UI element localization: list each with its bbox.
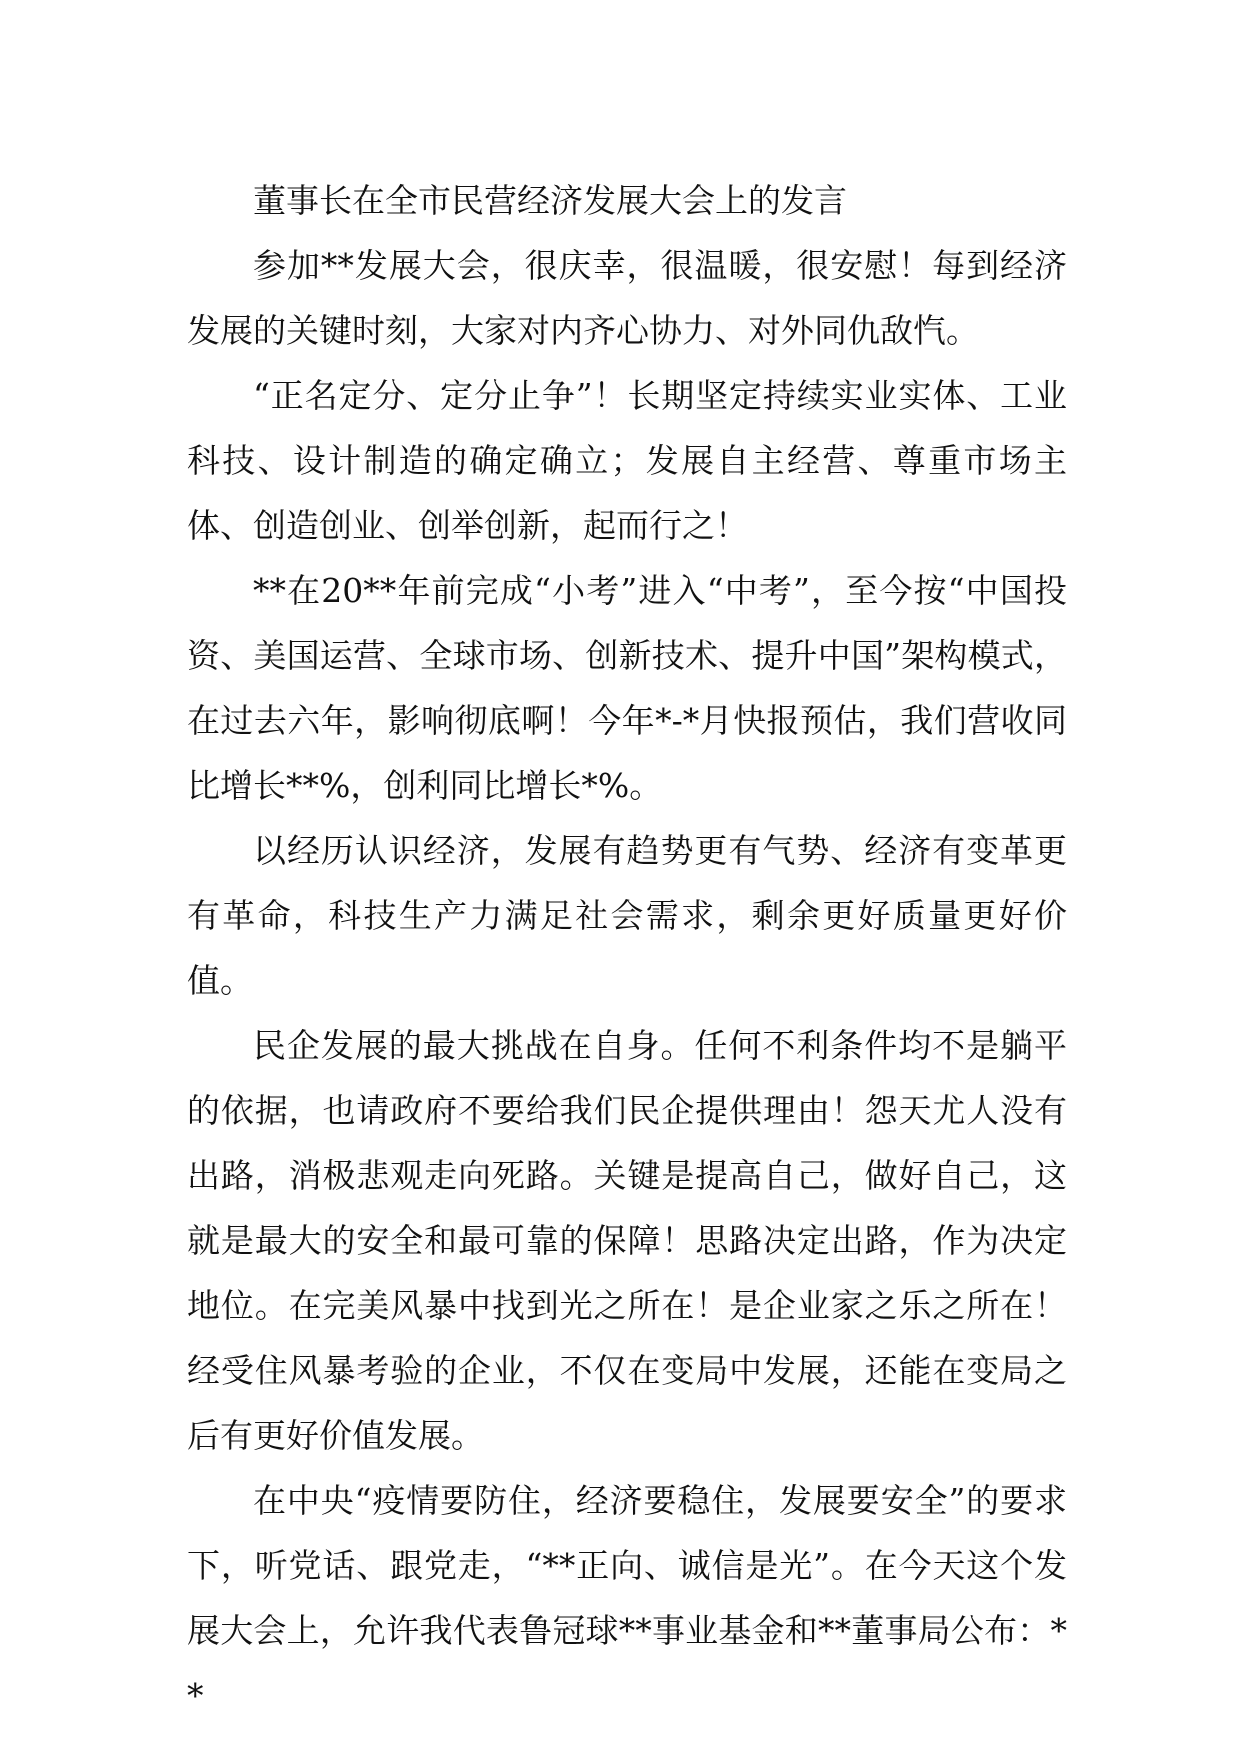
- paragraph-4: 以经历认识经济，发展有趋势更有气势、经济有变革更有革命，科技生产力满足社会需求，剩余更好质量更好价值。: [187, 831, 1067, 1000]
- paragraph-3: **在20**年前完成“小考”进入“中考”，至今按“中国投资、美国运营、全球市场、创新技术、提升中国”架构模式，在过去六年，影响彻底啊！今年*-*月快报预估，我们营收同比增长**%，创利同比增长*%。: [187, 571, 1067, 805]
- paragraph-2: “正名定分、定分止争”！长期坚定持续实业实体、工业科技、设计制造的确定确立；发展自主经营、尊重市场主体、创造创业、创举创新，起而行之！: [187, 376, 1067, 545]
- paragraph-6: 在中央“疫情要防住，经济要稳住，发展要安全”的要求下，听党话、跟党走，“**正向、诚信是光”。在今天这个发展大会上，允许我代表鲁冠球**事业基金和**董事局公布：**: [187, 1481, 1068, 1715]
- document-body: [187, 168, 1067, 1728]
- paragraph-5: 民企发展的最大挑战在自身。任何不利条件均不是躺平的依据，也请政府不要给我们民企提供理由！怨天尤人没有出路，消极悲观走向死路。关键是提高自己，做好自己，这就是最大的安全和最可靠的保障！思路决定出路，作为决定地位。在完美风暴中找到光之所在！是企业家之乐之所在！经受住风暴考验的企业，不仅在变局中发展，还能在变局之后有更好价值发展。: [187, 1026, 1067, 1455]
- document-title: 董事长在全市民营经济发展大会上的发言: [253, 181, 847, 220]
- paragraph-1: 参加**发展大会，很庆幸，很温暖，很安慰！每到经济发展的关键时刻，大家对内齐心协力、对外同仇敌忾。: [187, 246, 1067, 350]
